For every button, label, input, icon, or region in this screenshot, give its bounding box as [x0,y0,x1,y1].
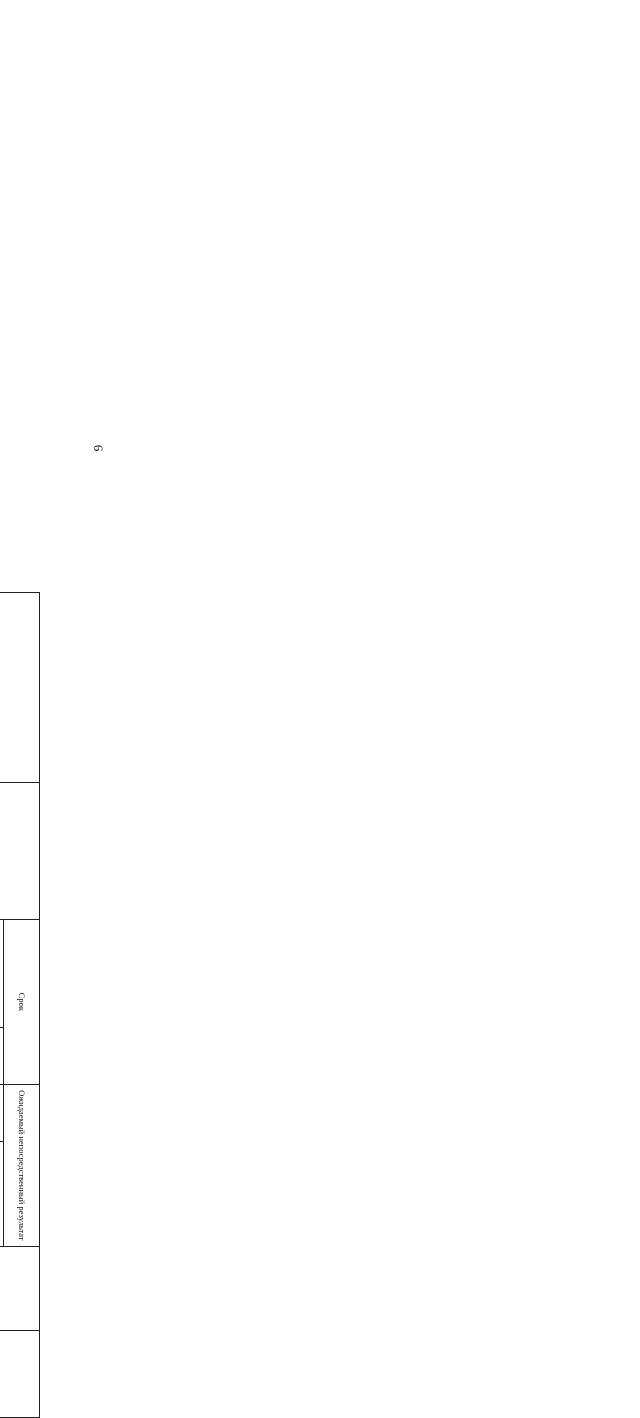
header-end [0,1027,4,1084]
header-brief [0,1084,4,1141]
measures-table [0,592,40,1418]
header-link [0,1247,40,1331]
header-name [0,593,40,783]
measures-table-sheet [0,592,40,1418]
header-executor [0,782,40,919]
header-value [0,1141,4,1246]
page-number: 6 [91,444,106,452]
header-start [0,920,4,1028]
header-term: Срок [4,920,40,1085]
header-result: Ожидаемый непосредственный результат [4,1084,40,1246]
header-num [0,1331,40,1418]
